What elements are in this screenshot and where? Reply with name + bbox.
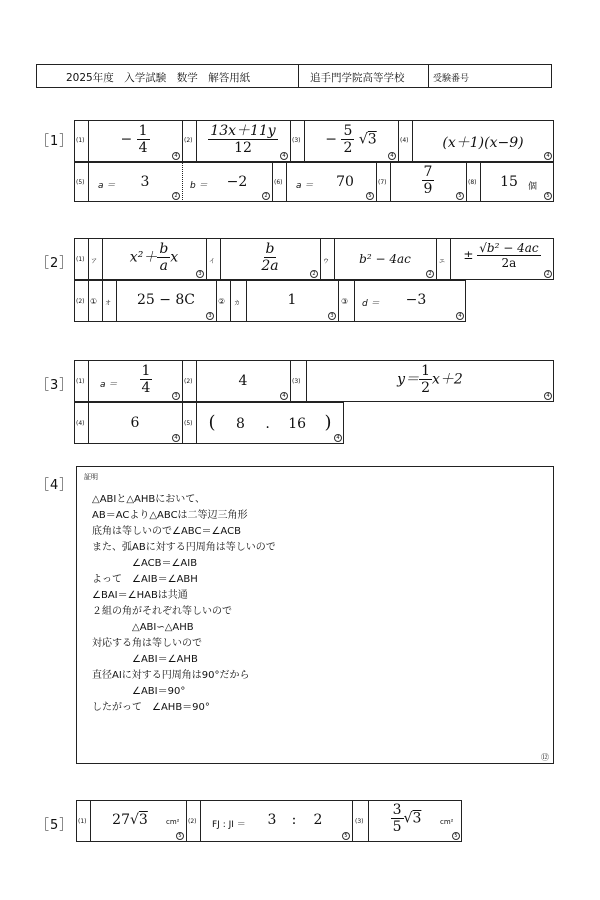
exam-number-field[interactable]	[480, 65, 550, 87]
q1-point-1: 4	[172, 152, 180, 160]
q1-num-2: (2)	[184, 137, 193, 144]
q1-answer-5b: −2	[226, 174, 248, 190]
q1-5a-label: a ＝	[98, 181, 116, 191]
section-label-1: ［1］	[36, 134, 74, 149]
q2-circ-3: ③	[341, 297, 349, 306]
q2-answer-i: $\frac{b}{2a}$	[261, 241, 279, 274]
q1-point-5b: 2	[262, 192, 270, 200]
q1-point-7: 5	[456, 192, 464, 200]
proof-text	[92, 492, 276, 716]
q1-answer-1: − $\frac{1}{4}$	[120, 123, 148, 156]
proof-line: したがって ∠AHB＝90°	[92, 702, 210, 713]
q5-answer-3: $\frac{3}{5}$ √3	[392, 802, 422, 835]
page-title: 2025年度 入学試験 数学 解答用紙	[66, 72, 251, 84]
q5-unit-1: cm²	[166, 818, 180, 826]
exam-number-label: 受験番号	[433, 74, 470, 84]
proof-title: 証明	[84, 473, 98, 481]
proof-line: ∠ABI＝∠AHB	[132, 654, 198, 665]
q3-1-label: a ＝	[100, 380, 118, 390]
proof-line: ２組の角がそれぞれ等しいので	[92, 606, 232, 617]
q1-6-label: a ＝	[296, 181, 314, 191]
q1-num-8: (8)	[468, 179, 477, 186]
school-name: 追手門学院高等学校	[310, 72, 405, 84]
q3-answer-4: 6	[130, 415, 140, 431]
proof-line: 底角は等しいので∠ABC＝∠ACB	[92, 526, 241, 537]
q2-answer-ka: 1	[287, 292, 297, 308]
q1-answer-5a: 3	[140, 174, 150, 190]
q1-point-8: 5	[544, 192, 552, 200]
q3-point-1: 3	[172, 392, 180, 400]
q2-point-o: 3	[206, 312, 214, 320]
q3-answer-1: $\frac{1}{4}$	[141, 363, 151, 396]
q2-point-i: 2	[310, 270, 318, 278]
q2-point-e: 2	[544, 270, 552, 278]
q2-answer-d: −3	[405, 292, 427, 308]
q1-num-1: (1)	[76, 137, 85, 144]
q5-point-1: 5	[176, 832, 184, 840]
section-label-3: ［3］	[36, 378, 74, 393]
q2-kana-i: イ	[209, 258, 216, 265]
proof-line: 対応する角は等しいので	[92, 638, 202, 649]
q2-circ-1: ①	[90, 297, 98, 306]
q1-point-2: 4	[280, 152, 288, 160]
proof-line: 直径AIに対する円周角は90°だから	[92, 670, 250, 681]
q3-num-4: (4)	[76, 420, 85, 427]
q5-answer-2-left: 3	[267, 812, 277, 828]
q2-kana-ka: カ	[234, 300, 241, 307]
q3-point-3: 4	[544, 392, 552, 400]
q2-point-d: 4	[456, 312, 464, 320]
q1-num-5: (5)	[76, 179, 85, 186]
section-label-2: ［2］	[36, 256, 74, 271]
q2-d-label: d ＝	[362, 299, 380, 309]
proof-line: また、弧ABに対する円周角は等しいので	[92, 542, 276, 553]
q2-kana-o: オ	[105, 300, 112, 307]
q3-num-3: (3)	[292, 378, 301, 385]
q1-num-3: (3)	[292, 137, 301, 144]
q2-point-u: 2	[426, 270, 434, 278]
q1-answer-4: (x＋1)(x−9)	[442, 135, 524, 151]
proof-line: AB＝ACより△ABCは二等辺三角形	[92, 510, 248, 521]
q1-answer-6: 70	[336, 174, 354, 190]
q1-point-6: 5	[366, 192, 374, 200]
q1-unit-8: 個	[528, 182, 538, 192]
q2-kana-a: ア	[91, 258, 98, 265]
q3-num-1: (1)	[76, 378, 85, 385]
q2-num-2: (2)	[76, 298, 85, 305]
proof-line: よって ∠AIB＝∠ABH	[92, 574, 198, 585]
q1-5b-label: b ＝	[190, 181, 208, 191]
q2-point-ka: 3	[328, 312, 336, 320]
q5-point-3: 5	[452, 832, 460, 840]
q5-unit-3: cm²	[440, 818, 454, 826]
q5-answer-2-sep: :	[291, 812, 297, 828]
q2-num-1: (1)	[76, 256, 85, 263]
q2-point-a: 3	[196, 270, 204, 278]
q1-point-4: 4	[544, 152, 552, 160]
q1-num-6: (6)	[274, 179, 283, 186]
proof-line: ∠BAI＝∠HABは共通	[92, 590, 188, 601]
q3-answer-2: 4	[238, 373, 248, 389]
proof-line: △ABIと△AHBにおいて、	[92, 494, 206, 505]
q1-answer-3: − $\frac{5}{2}$ √3	[325, 123, 377, 156]
q3-num-2: (2)	[184, 378, 193, 385]
q3-point-4: 4	[172, 434, 180, 442]
q3-point-2: 4	[280, 392, 288, 400]
proof-line: ∠ABI＝90°	[132, 686, 186, 697]
q1-answer-2: $\frac{13x+11y}{12}$	[210, 123, 276, 156]
q3-answer-3: y＝ $\frac{1}{2}$ x＋2	[397, 363, 463, 396]
q5-num-1: (1)	[78, 818, 87, 825]
q3-num-5: (5)	[184, 420, 193, 427]
q5-answer-2-right: 2	[313, 812, 323, 828]
q5-num-2: (2)	[188, 818, 197, 825]
q2-answer-u: b² − 4ac	[359, 252, 411, 266]
q1-point-5a: 2	[172, 192, 180, 200]
q5-point-2: 5	[342, 832, 350, 840]
section-label-5: ［5］	[36, 818, 74, 833]
q2-answer-e: ± $\frac{\text{√b² − 4ac}}{2a}$	[463, 241, 539, 270]
q3-answer-5: ( 8 . 16 )	[208, 412, 332, 433]
q3-point-5: 4	[334, 434, 342, 442]
q5-answer-1: 27√3	[112, 812, 148, 828]
q2-answer-a: x²＋ $\frac{b}{a}$ x	[129, 241, 179, 274]
proof-line: ∠ACB＝∠AIB	[132, 558, 198, 569]
proof-line: △ABI∽△AHB	[132, 622, 194, 633]
q2-circ-2: ②	[218, 297, 226, 306]
q5-num-3: (3)	[355, 818, 364, 825]
q2-answer-o: 25 − 8C	[136, 292, 196, 308]
q4-point: ⑫	[541, 753, 549, 762]
q1-point-3: 4	[388, 152, 396, 160]
q1-answer-7: $\frac{7}{9}$	[423, 164, 433, 197]
section-label-4: ［4］	[36, 478, 74, 493]
q1-answer-8: 15	[500, 174, 518, 190]
q1-num-7: (7)	[378, 179, 387, 186]
q1-num-4: (4)	[400, 137, 409, 144]
q2-kana-u: ウ	[323, 258, 330, 265]
q5-2-label: FJ : JI ＝	[212, 820, 246, 830]
q2-kana-e: エ	[439, 258, 446, 265]
